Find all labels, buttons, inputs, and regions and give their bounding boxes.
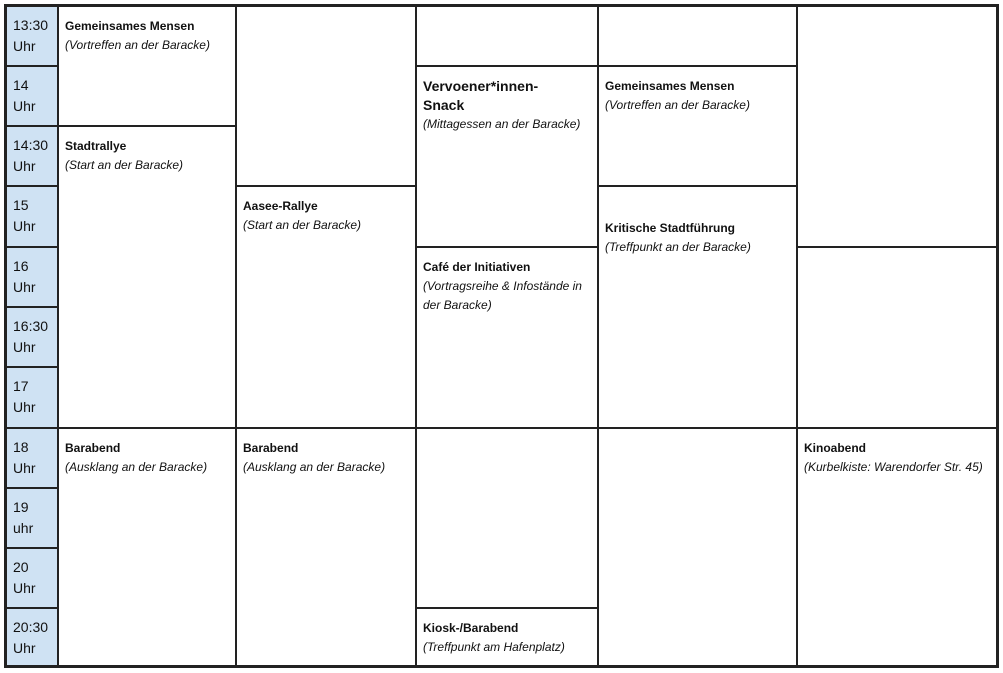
event-location: (Start an der Baracke): [65, 158, 184, 172]
event-location: (Start an der Baracke): [243, 218, 362, 232]
event-title: Gemeinsames Mensen: [605, 79, 735, 93]
event-location: (Ausklang an der Baracke): [243, 460, 386, 474]
event-kiosk-barabend: [416, 608, 598, 666]
event-title: Aasee-Rallye: [243, 199, 318, 213]
empty-slot: [236, 6, 416, 186]
event-location: (Mittagessen an der Baracke): [423, 117, 581, 131]
event-snack: [416, 66, 598, 247]
time-value: 14:30: [13, 137, 49, 153]
event-location: (Treffpunkt an der Baracke): [605, 240, 751, 254]
time-unit: uhr: [13, 520, 34, 536]
time-cell: [6, 66, 58, 126]
empty-slot: [416, 6, 598, 66]
time-cell: [6, 548, 58, 608]
time-unit: Uhr: [13, 460, 36, 476]
time-cell: [6, 247, 58, 307]
event-cafe-der-initiativen: [416, 247, 598, 428]
event-title: Barabend: [243, 441, 299, 455]
event-title: Vervoener*innen-Snack: [423, 78, 539, 113]
event-title: Kinoabend: [804, 441, 866, 455]
time-unit: Uhr: [13, 399, 36, 415]
time-value: 13:30: [13, 17, 49, 33]
event-gemeinsames-mensen: [598, 66, 797, 186]
event-title: Kiosk-/Barabend: [423, 621, 519, 635]
time-cell: [6, 488, 58, 548]
event-barabend: [58, 428, 236, 666]
time-unit: Uhr: [13, 279, 36, 295]
time-value: 16: [13, 258, 29, 274]
time-cell: [6, 367, 58, 428]
event-kritische-stadtfuehrung: [598, 186, 797, 428]
time-value: 14: [13, 77, 29, 93]
time-unit: Uhr: [13, 218, 36, 234]
time-value: 20: [13, 559, 29, 575]
time-cell: [6, 186, 58, 247]
time-unit: Uhr: [13, 158, 36, 174]
time-value: 19: [13, 499, 29, 515]
time-value: 20:30: [13, 619, 49, 635]
empty-slot: [797, 247, 997, 428]
time-cell: [6, 608, 58, 666]
event-location: (Treffpunkt am Hafenplatz): [423, 640, 565, 654]
event-location: (Vortragsreihe & Infostände in der Baracke): [423, 279, 582, 312]
time-unit: Uhr: [13, 339, 36, 355]
event-aasee-rallye: [236, 186, 416, 428]
event-title: Gemeinsames Mensen: [65, 19, 195, 33]
event-title: Stadtrallye: [65, 139, 127, 153]
time-cell: [6, 6, 58, 66]
event-location: (Vortreffen an der Baracke): [605, 98, 750, 112]
event-title: Café der Initiativen: [423, 260, 531, 274]
time-value: 17: [13, 378, 29, 394]
time-cell: [6, 126, 58, 186]
time-cell: [6, 307, 58, 367]
empty-slot: [598, 6, 797, 66]
time-unit: Uhr: [13, 580, 36, 596]
event-location: (Ausklang an der Baracke): [65, 460, 208, 474]
event-location: (Kurbelkiste: Warendorfer Str. 45): [804, 460, 983, 474]
schedule-table: [4, 4, 999, 668]
event-barabend: [236, 428, 416, 666]
event-stadtrallye: [58, 126, 236, 428]
event-title: Kritische Stadtführung: [605, 221, 736, 235]
event-kinoabend: [797, 428, 997, 666]
time-unit: Uhr: [13, 640, 36, 656]
empty-slot: [416, 428, 598, 608]
empty-slot: [797, 6, 997, 247]
event-location: (Vortreffen an der Baracke): [65, 38, 210, 52]
time-unit: Uhr: [13, 98, 36, 114]
time-value: 16:30: [13, 318, 49, 334]
time-value: 18: [13, 439, 29, 455]
event-title: Barabend: [65, 441, 121, 455]
event-gemeinsames-mensen: [58, 6, 236, 126]
time-value: 15: [13, 197, 29, 213]
time-unit: Uhr: [13, 38, 36, 54]
time-cell: [6, 428, 58, 488]
empty-slot: [598, 428, 797, 666]
